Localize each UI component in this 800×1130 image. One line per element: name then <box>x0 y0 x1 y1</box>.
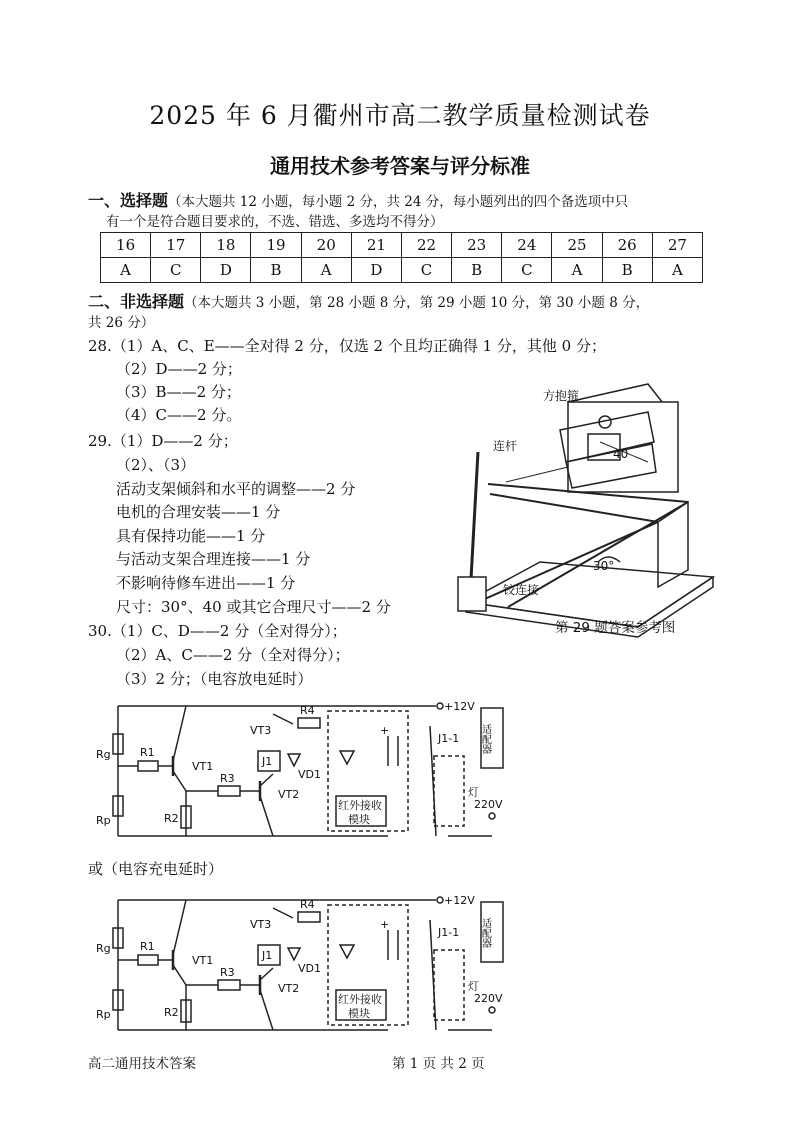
r4-label: R4 <box>300 704 315 717</box>
vcc-label: +12V <box>444 700 475 713</box>
answer-table <box>100 232 703 283</box>
vt2-label: VT2 <box>278 982 300 995</box>
section1-note: （本大题共 12 小题，每小题 2 分，共 24 分，每小题列出的四个备选项中只 <box>168 194 629 210</box>
q30-line: （2）A、C——2 分（全对得分）； <box>116 646 350 664</box>
q30-line: 30.（1）C、D——2 分（全对得分）； <box>88 622 347 640</box>
vt1-emitter <box>173 771 186 791</box>
ac-terminal <box>489 1007 495 1013</box>
table-cell: 18 <box>201 233 251 258</box>
circuit-charge-delay <box>88 890 518 1050</box>
ac-label: 220V <box>474 992 503 1005</box>
q30-line: （3）2 分；（电容放电延时） <box>116 670 313 688</box>
rg-label: Rg <box>96 748 111 761</box>
rp-label: Rp <box>96 814 111 827</box>
r3-resistor <box>218 786 240 796</box>
r2-label: R2 <box>164 1006 179 1019</box>
vt2-collector <box>260 774 273 786</box>
table-cell: B <box>251 258 301 283</box>
table-cell: 26 <box>602 233 652 258</box>
q29-line: 尺寸：30°、40 或其它合理尺寸——2 分 <box>116 598 391 616</box>
ac-label: 220V <box>474 798 503 811</box>
capacitor-plus-label: + <box>380 724 390 737</box>
vcc-terminal <box>437 703 443 709</box>
q28-line: （3）B——2 分； <box>116 383 241 401</box>
vd1-label: VD1 <box>298 768 321 781</box>
table-cell: C <box>401 258 451 283</box>
switch-wire <box>430 726 436 836</box>
table-cell: B <box>452 258 502 283</box>
alt-answer-label: 或（电容充电延时） <box>88 860 224 878</box>
q29-line: （2）、（3） <box>116 456 196 474</box>
vcc-terminal <box>437 897 443 903</box>
j1-label: J1 <box>262 755 273 768</box>
vt1-label: VT1 <box>192 760 214 773</box>
table-cell: 19 <box>251 233 301 258</box>
q29-line: 具有保持功能——1 分 <box>116 527 266 545</box>
page-title: 2025 年 6 月衢州市高二教学质量检测试卷 <box>149 101 651 130</box>
q28-line: （4）C——2 分。 <box>116 406 242 424</box>
q29-reference-figure <box>448 372 718 642</box>
ir-module-label-1: 红外接收 <box>338 993 382 1006</box>
table-cell: D <box>201 258 251 283</box>
r4-resistor <box>298 912 320 922</box>
lamp-label: 灯 <box>468 980 479 993</box>
r1-resistor <box>138 761 158 771</box>
r4-resistor <box>298 718 320 728</box>
section2-heading: 二、非选择题 <box>88 292 185 311</box>
vt1-label: VT1 <box>192 954 214 967</box>
label-angle: 30° <box>593 559 615 573</box>
hinge-block <box>458 577 486 611</box>
q28-line: （2）D——2 分； <box>116 360 242 378</box>
circuit-discharge-delay <box>88 696 518 856</box>
ac-terminal <box>489 813 495 819</box>
r2-label: R2 <box>164 812 179 825</box>
table-cell: A <box>652 258 702 283</box>
footer-page-number: 第 1 页 共 2 页 <box>392 1056 485 1072</box>
table-cell: 23 <box>452 233 502 258</box>
adapter-label: 适配器 <box>479 918 491 948</box>
section1-heading: 一、选择题 <box>88 191 169 210</box>
table-cell: C <box>502 258 552 283</box>
r1-label: R1 <box>140 746 155 759</box>
r3-label: R3 <box>220 966 235 979</box>
table-cell: A <box>301 258 351 283</box>
vt2-collector <box>260 968 273 980</box>
table-cell: 16 <box>101 233 151 258</box>
table-cell: 22 <box>401 233 451 258</box>
switch-wire <box>430 920 436 1030</box>
answer-row <box>101 258 703 283</box>
ir-module-label-1: 红外接收 <box>338 799 382 812</box>
adapter-label: 适配器 <box>479 724 491 754</box>
q29-line: 电机的合理安装——1 分 <box>116 503 281 521</box>
label-box-clamp: 方抱箍 <box>543 389 580 403</box>
rg-label: Rg <box>96 942 111 955</box>
label-dimension: 40 <box>613 447 629 461</box>
r1-resistor <box>138 955 158 965</box>
vt3-label: VT3 <box>250 724 272 737</box>
r3-resistor <box>218 980 240 990</box>
led-diode <box>340 945 354 958</box>
r1-label: R1 <box>140 940 155 953</box>
label-rod: 连杆 <box>493 439 518 453</box>
vt3-label: VT3 <box>250 918 272 931</box>
vcc-label: +12V <box>444 894 475 907</box>
q28-line: 28.（1）A、C、E——全对得 2 分，仅选 2 个且均正确得 1 分，其他 0 分； <box>88 337 606 355</box>
page-subtitle: 通用技术参考答案与评分标准 <box>270 154 530 178</box>
vt1-collector <box>173 706 186 761</box>
rp-label: Rp <box>96 1008 111 1021</box>
table-cell: D <box>351 258 401 283</box>
vt3 <box>273 714 293 724</box>
table-cell: 25 <box>552 233 602 258</box>
lamp-box <box>434 950 464 1020</box>
switch-label: J1-1 <box>438 732 460 745</box>
vt1-collector <box>173 900 186 955</box>
q29-line: 活动支架倾斜和水平的调整——2 分 <box>116 480 356 498</box>
led-diode <box>340 751 354 764</box>
table-cell: A <box>552 258 602 283</box>
table-cell: A <box>101 258 151 283</box>
lamp-label: 灯 <box>468 786 479 799</box>
vt1-emitter <box>173 965 186 985</box>
ir-module-label-2: 模块 <box>348 813 370 826</box>
section2-note-cont: 共 26 分） <box>88 315 155 331</box>
table-cell: 17 <box>151 233 201 258</box>
link-bar <box>490 494 658 522</box>
q29-line: 与活动支架合理连接——1 分 <box>116 550 311 568</box>
vd1-diode <box>288 948 300 960</box>
vd1-diode <box>288 754 300 766</box>
section1-note-cont: 有一个是符合题目要求的，不选、错选、多选均不得分） <box>106 214 444 230</box>
table-cell: B <box>602 258 652 283</box>
figure29-caption: 第 29 题答案参考图 <box>555 620 676 636</box>
capacitor-plus-label: + <box>380 918 390 931</box>
j1-label: J1 <box>262 949 273 962</box>
table-cell: 20 <box>301 233 351 258</box>
vt3 <box>273 908 293 918</box>
section1-heading-line <box>88 188 628 211</box>
label-hinge: 铰连接 <box>503 583 540 597</box>
r4-label: R4 <box>300 898 315 911</box>
vt2-emitter <box>260 990 273 1030</box>
table-cell: 21 <box>351 233 401 258</box>
lamp-box <box>434 756 464 826</box>
vt2-label: VT2 <box>278 788 300 801</box>
section2-heading-line <box>88 289 649 312</box>
table-cell: 27 <box>652 233 702 258</box>
q29-line: 不影响待修车进出——1 分 <box>116 574 296 592</box>
question-number-row <box>101 233 703 258</box>
vd1-label: VD1 <box>298 962 321 975</box>
ir-module-label-2: 模块 <box>348 1007 370 1020</box>
detail-leader <box>506 467 568 482</box>
vt2-emitter <box>260 796 273 836</box>
q29-line: 29.（1）D——2 分； <box>88 432 238 450</box>
threaded-rod <box>470 452 478 597</box>
switch-label: J1-1 <box>438 926 460 939</box>
table-cell: 24 <box>502 233 552 258</box>
section2-note: （本大题共 3 小题，第 28 小题 8 分，第 29 小题 10 分，第 30 小题 8 分， <box>184 295 650 311</box>
table-cell: C <box>151 258 201 283</box>
r3-label: R3 <box>220 772 235 785</box>
footer-left: 高二通用技术答案 <box>88 1056 196 1072</box>
